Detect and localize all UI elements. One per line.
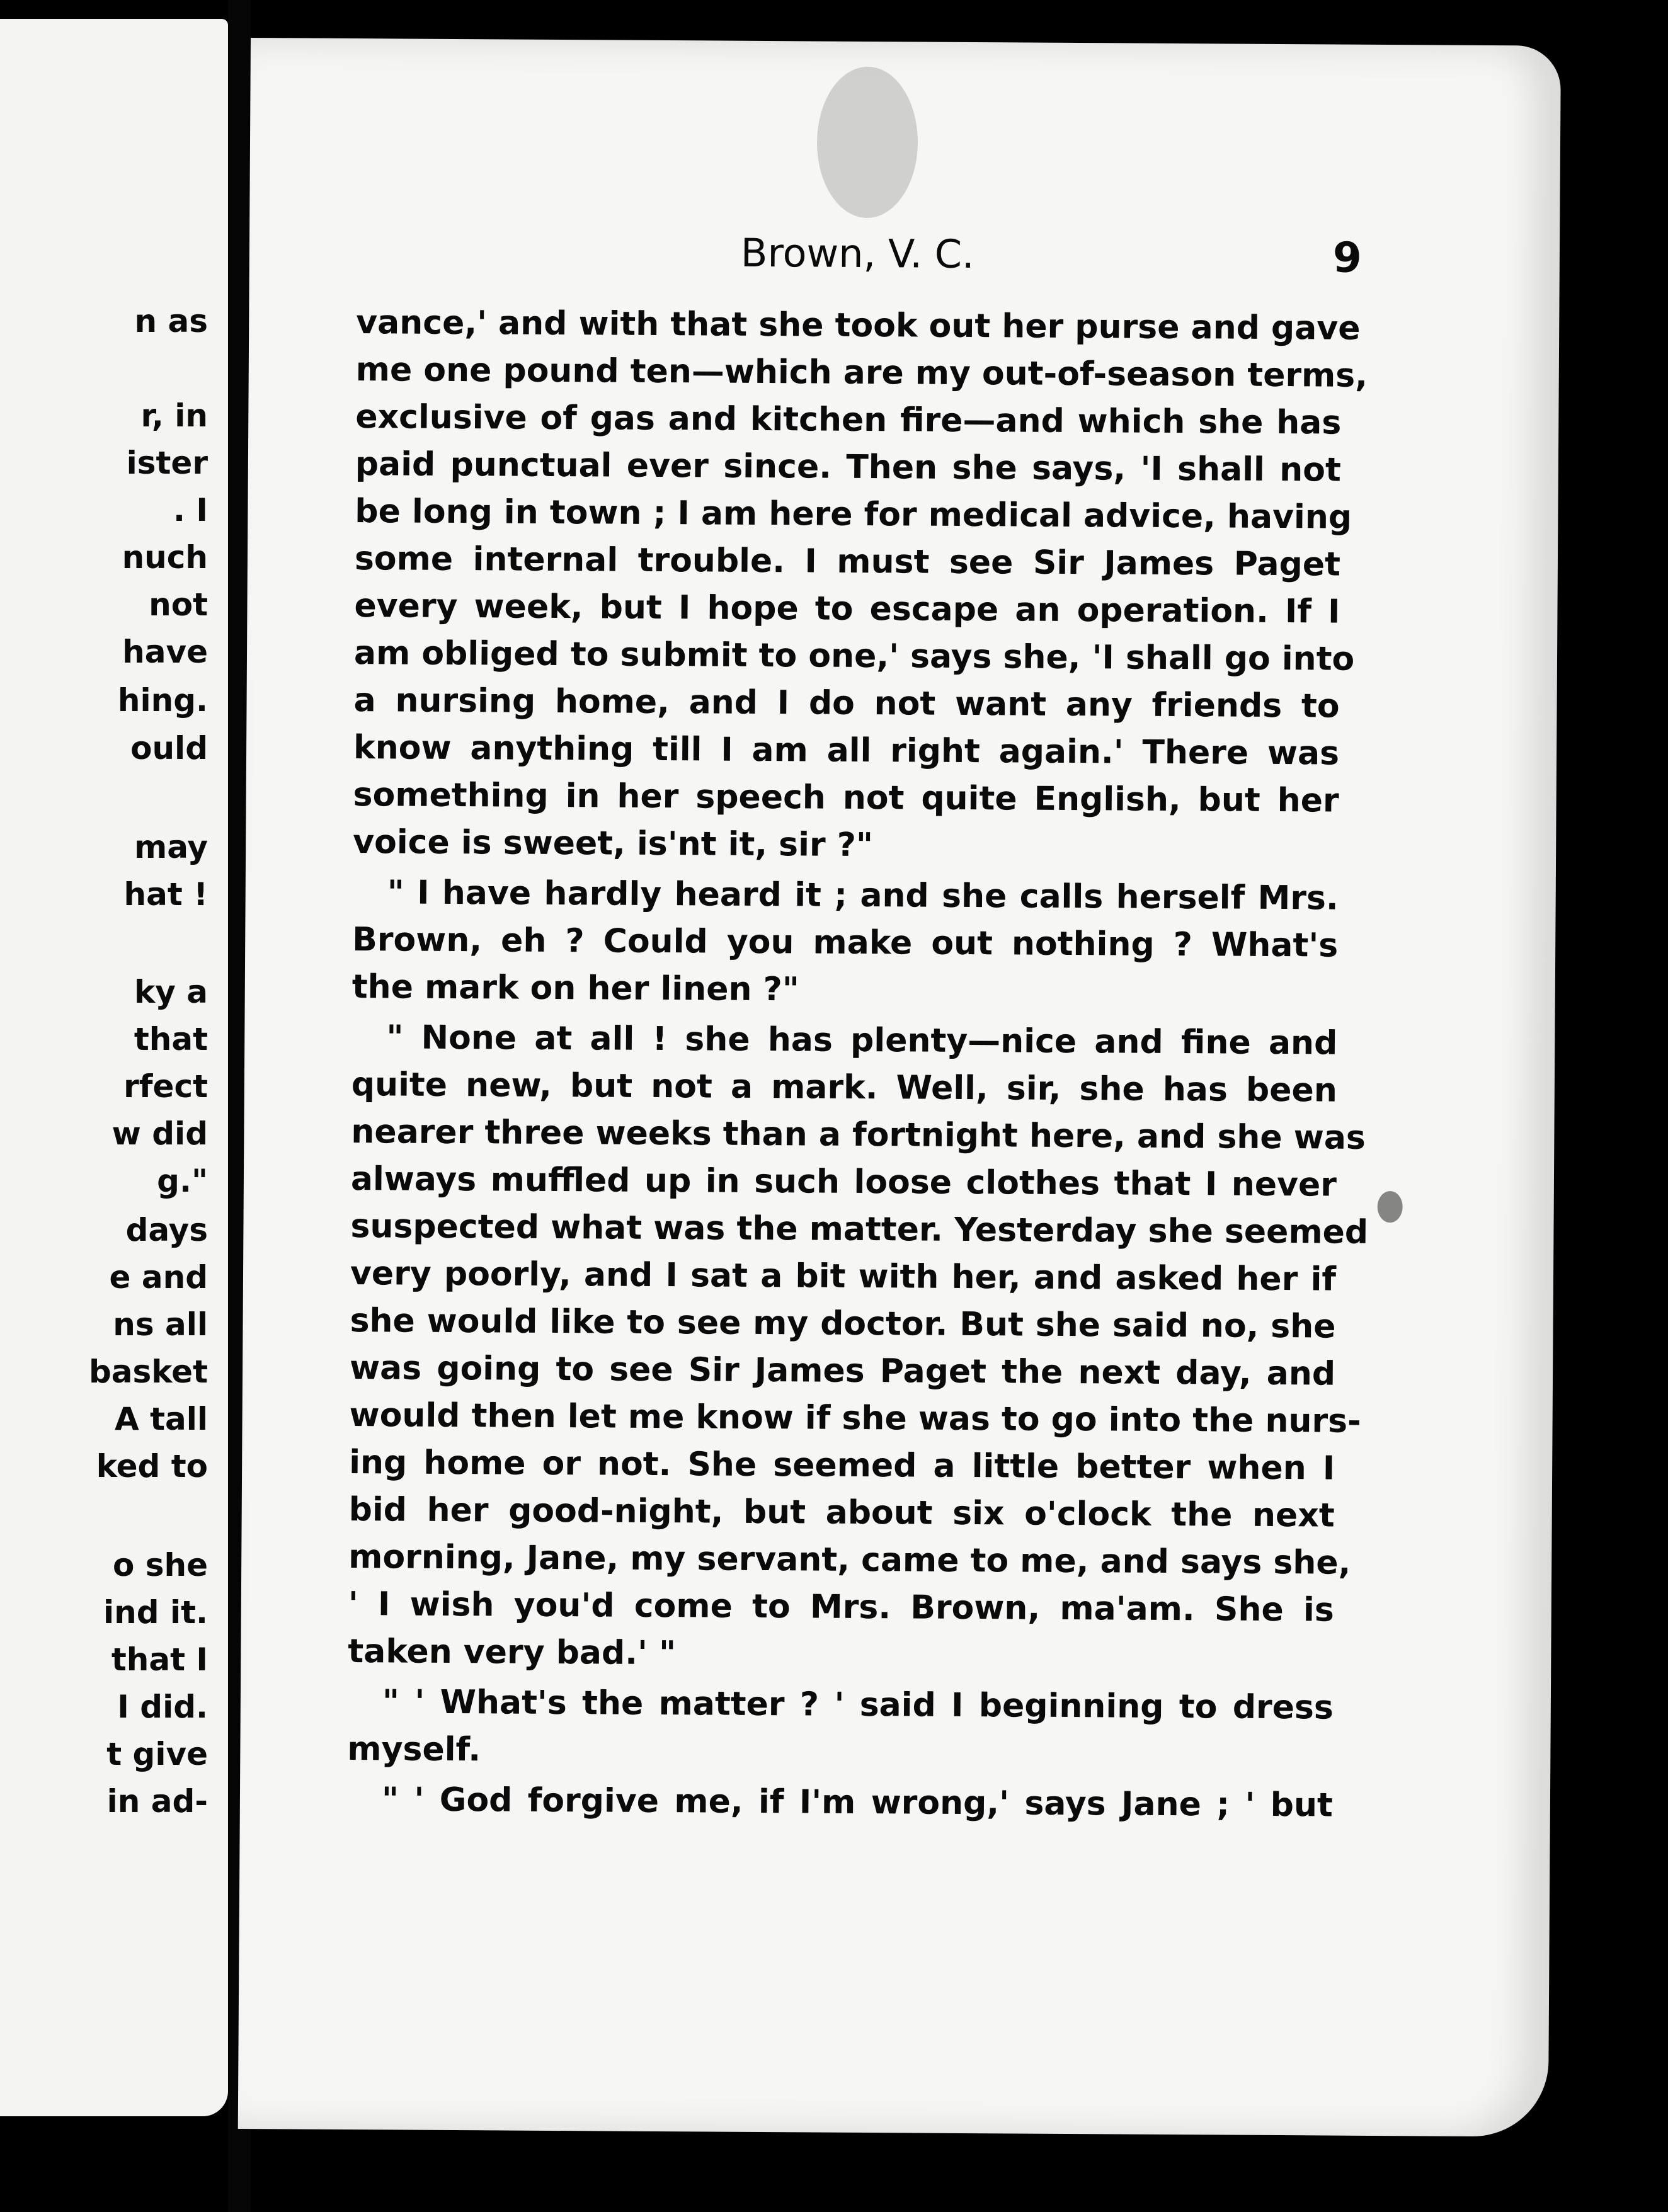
text-line: vance,' and with that she took out her purse and gave: [356, 304, 1361, 348]
left-page-line: have: [122, 634, 208, 670]
text-line: ' I wish you'd come to Mrs. Brown, ma'am. She is: [348, 1585, 1334, 1629]
left-page-line: basket: [88, 1354, 208, 1390]
left-page-line: not: [149, 586, 208, 623]
text-line: ing home or not. She seemed a little better when I: [349, 1443, 1335, 1488]
text-line: taken very bad.' ": [348, 1632, 677, 1673]
text-line: something in her speech not quite English, but her: [353, 776, 1339, 820]
left-page-line: o she: [112, 1547, 208, 1583]
left-page-line: may: [134, 829, 208, 865]
text-line: be long in town ; I am here for medical advice, having: [355, 493, 1352, 537]
left-page-line: . I: [173, 492, 208, 528]
text-line: was going to see Sir James Paget the next day, and: [349, 1348, 1336, 1393]
text-line: know anything till I am all right again.' There was: [353, 729, 1340, 773]
left-page-line: that I: [111, 1641, 208, 1678]
left-page-line: ked to: [96, 1448, 208, 1485]
left-page-line: nuch: [122, 539, 208, 576]
page-header: [249, 227, 1560, 282]
text-line: some internal trouble. I must see Sir James Paget: [354, 540, 1341, 584]
left-page-line: ister: [126, 445, 208, 481]
text-line: she would like to see my doctor. But she said no, she: [350, 1302, 1336, 1346]
text-line: quite new, but not a mark. Well, sir, she has been: [351, 1066, 1338, 1110]
left-page-line: I did.: [117, 1689, 208, 1725]
left-page: [0, 19, 228, 2116]
left-page-line: that: [134, 1021, 208, 1058]
text-line: always muffled up in such loose clothes that I never: [350, 1160, 1337, 1204]
text-line: " I have hardly heard it ; and she calls herself Mrs.: [387, 874, 1339, 918]
left-page-line: e and: [109, 1259, 208, 1296]
page-number: 9: [1332, 233, 1362, 282]
right-page: [238, 38, 1561, 2137]
text-line: " ' God forgive me, if I'm wrong,' says Jane ; ' but: [381, 1781, 1334, 1825]
page-stain: [1378, 1191, 1403, 1223]
left-page-line: g.": [157, 1163, 208, 1199]
text-line: every week, but I hope to escape an operation. If I: [354, 587, 1340, 631]
left-page-line: n as: [134, 303, 208, 339]
running-head: Brown, V. C.: [740, 229, 975, 278]
page-stain: [816, 66, 918, 218]
text-line: exclusive of gas and kitchen fire—and which she has: [355, 398, 1342, 442]
text-line: paid punctual ever since. Then she says, 'I shall not: [355, 445, 1342, 489]
left-page-line: w did: [111, 1115, 208, 1152]
left-page-line: ind it.: [103, 1594, 208, 1631]
text-line: me one pound ten—which are my out-of-season terms,: [355, 351, 1368, 395]
text-line: am obliged to submit to one,' says she, 'I shall go into: [353, 634, 1355, 678]
text-line: myself.: [347, 1730, 481, 1769]
text-line: would then let me know if she was to go into the nurs-: [349, 1396, 1361, 1440]
left-page-line: days: [125, 1212, 208, 1248]
left-page-line: A tall: [114, 1401, 208, 1437]
text-line: suspected what was the matter. Yesterday she seemed: [350, 1207, 1369, 1251]
left-page-line: in ad-: [106, 1783, 208, 1820]
text-line: the mark on her linen ?": [351, 968, 800, 1009]
left-page-line: t give: [106, 1736, 208, 1772]
left-page-line: rfect: [123, 1068, 208, 1105]
left-page-line: hing.: [117, 682, 208, 719]
text-line: bid her good-night, but about six o'clock the next: [348, 1490, 1335, 1535]
left-page-line: ns all: [113, 1306, 208, 1343]
left-page-line: r, in: [140, 397, 208, 434]
left-page-line: ould: [130, 730, 208, 767]
left-page-line: ky a: [134, 974, 208, 1010]
text-line: " None at all ! she has plenty—nice and fine and: [386, 1018, 1338, 1063]
text-line: voice is sweet, is'nt it, sir ?": [353, 823, 874, 865]
text-line: morning, Jane, my servant, came to me, and says she,: [348, 1537, 1351, 1582]
left-page-line: hat !: [123, 876, 208, 913]
text-line: a nursing home, and I do not want any friends to: [353, 681, 1340, 726]
text-line: nearer three weeks than a fortnight here, and she was: [351, 1113, 1366, 1157]
text-line: " ' What's the matter ? ' said I beginning to dress: [382, 1683, 1334, 1727]
text-line: Brown, eh ? Could you make out nothing ? What's: [352, 921, 1339, 965]
text-line: very poorly, and I sat a bit with her, and asked her if: [350, 1255, 1337, 1299]
